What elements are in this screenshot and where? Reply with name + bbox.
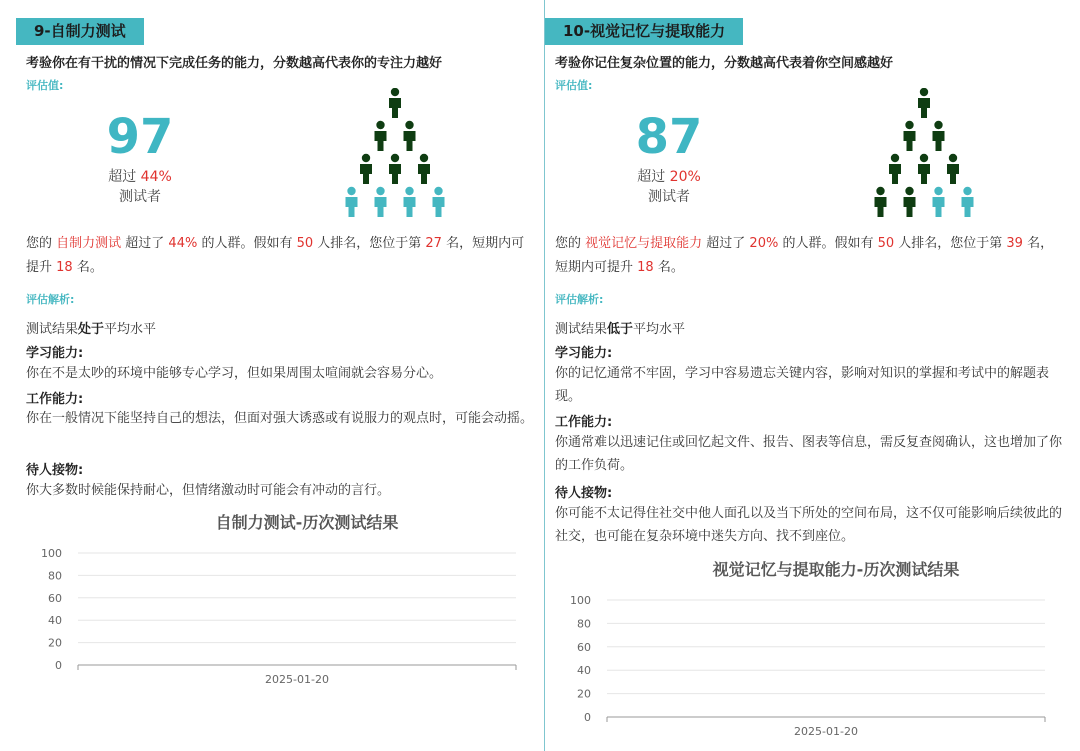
person-icon	[904, 121, 916, 151]
person-icon	[933, 187, 945, 217]
section-text-work: 你通常难以迅速记住或回忆起文件、报告、图表等信息，需反复查阅确认，这也增加了你的工作负荷。	[555, 435, 1063, 473]
y-tick-label: 80	[48, 569, 62, 583]
percentile-sentence: 您的 视觉记忆与提取能力 超过了 20% 的人群。假如有 50 人排名，您位于第 39 名，短期内可提升 18 名。	[555, 236, 1054, 275]
sentence-improve: 18	[637, 260, 654, 275]
person-icon	[904, 187, 916, 217]
section-title-work: 工作能力:	[555, 415, 613, 430]
person-icon	[418, 154, 430, 184]
section-text-learning: 你在不是太吵的环境中能够专心学习，但如果周围太喧闹就会容易分心。	[26, 366, 443, 381]
section-title-work: 工作能力:	[26, 392, 84, 407]
panel-tag: 9-自制力测试	[16, 18, 144, 45]
person-icon	[404, 121, 416, 151]
history-chart	[555, 555, 1055, 745]
section-text-people: 你大多数时候能保持耐心，但情绪激动时可能会有冲动的言行。	[26, 483, 391, 498]
section-text-people: 你可能不太记得住社交中他人面孔以及当下所处的空间布局，这不仅可能影响后续彼此的社交，也可能在复杂环境中迷失方向、找不到座位。	[555, 506, 1063, 544]
y-tick-label: 0	[55, 659, 62, 672]
y-tick-label: 40	[577, 664, 591, 678]
score-value: 97	[106, 109, 174, 165]
exceed-percent: 44%	[140, 169, 172, 185]
section-title-people: 待人接物:	[555, 486, 613, 501]
people-pyramid-icon	[869, 88, 979, 220]
person-icon	[389, 154, 401, 184]
result-level-line: 测试结果低于平均水平	[555, 322, 686, 337]
result-level: 低于	[607, 322, 634, 337]
person-icon	[433, 187, 445, 217]
person-icon	[933, 121, 945, 151]
exceed-prefix: 超过	[108, 169, 137, 185]
result-panel-self-control	[16, 0, 536, 751]
panel-description: 考验你在有干扰的情况下完成任务的能力，分数越高代表你的专注力越好	[26, 56, 443, 71]
exceed-text	[609, 166, 729, 186]
exceed-percent: 20%	[669, 169, 701, 185]
sentence-percent: 20%	[749, 236, 779, 251]
sentence-rank: 39	[1006, 236, 1023, 251]
score-value: 87	[635, 109, 703, 165]
person-icon	[918, 88, 930, 118]
eval-label: 评估值:	[26, 79, 64, 92]
person-icon	[918, 154, 930, 184]
exceed-text	[80, 166, 200, 186]
chart-title: 自制力测试-历次测试结果	[215, 513, 399, 532]
person-icon	[375, 187, 387, 217]
history-chart	[26, 508, 526, 693]
result-level-line: 测试结果处于平均水平	[26, 322, 157, 337]
person-icon	[389, 88, 401, 118]
testers-label: 测试者	[648, 189, 690, 205]
eval-label: 评估值:	[555, 79, 593, 92]
panel-tag: 10-视觉记忆与提取能力	[545, 18, 743, 45]
section-title-people: 待人接物:	[26, 463, 84, 478]
section-text-learning: 你的记忆通常不牢固，学习中容易遗忘关键内容，影响对知识的掌握和考试中的解题表现。	[555, 366, 1050, 404]
person-icon	[375, 121, 387, 151]
sentence-percent: 44%	[168, 236, 198, 251]
x-tick-label: 2025-01-20	[265, 673, 329, 686]
x-tick-label: 2025-01-20	[794, 725, 858, 738]
sentence-total: 50	[877, 236, 895, 251]
sentence-total: 50	[296, 236, 314, 251]
sentence-improve: 18	[56, 260, 73, 275]
y-tick-label: 60	[577, 640, 591, 654]
y-tick-label: 100	[570, 594, 591, 607]
person-icon	[404, 187, 416, 217]
person-icon	[346, 187, 358, 217]
person-icon	[947, 154, 959, 184]
y-tick-label: 40	[48, 614, 62, 628]
person-icon	[360, 154, 372, 184]
panel-description: 考验你记住复杂位置的能力，分数越高代表着你空间感越好	[555, 56, 894, 71]
exceed-prefix: 超过	[637, 169, 666, 185]
section-text-work: 你在一般情况下能坚持自己的想法，但面对强大诱惑或有说服力的观点时，可能会动摇。	[26, 411, 534, 426]
test-name: 视觉记忆与提取能力	[585, 236, 703, 251]
y-tick-label: 80	[577, 617, 591, 631]
chart-title: 视觉记忆与提取能力-历次测试结果	[712, 560, 960, 579]
y-tick-label: 60	[48, 591, 62, 605]
y-tick-label: 20	[48, 636, 62, 650]
result-level: 处于	[78, 322, 105, 337]
people-pyramid-icon	[340, 88, 450, 220]
sentence-rank: 27	[425, 236, 442, 251]
person-icon	[962, 187, 974, 217]
person-icon	[875, 187, 887, 217]
analysis-label: 评估解析:	[26, 293, 75, 306]
y-tick-label: 0	[584, 711, 591, 724]
analysis-label: 评估解析:	[555, 293, 604, 306]
person-icon	[889, 154, 901, 184]
section-title-learning: 学习能力:	[555, 346, 613, 361]
y-tick-label: 100	[41, 547, 62, 560]
result-panel-visual-memory	[544, 0, 1065, 751]
section-title-learning: 学习能力:	[26, 346, 84, 361]
y-tick-label: 20	[577, 687, 591, 701]
testers-label: 测试者	[119, 189, 161, 205]
test-name: 自制力测试	[56, 236, 122, 251]
percentile-sentence: 您的 自制力测试 超过了 44% 的人群。假如有 50 人排名，您位于第 27 名，短期内可提升 18 名。	[26, 236, 525, 275]
